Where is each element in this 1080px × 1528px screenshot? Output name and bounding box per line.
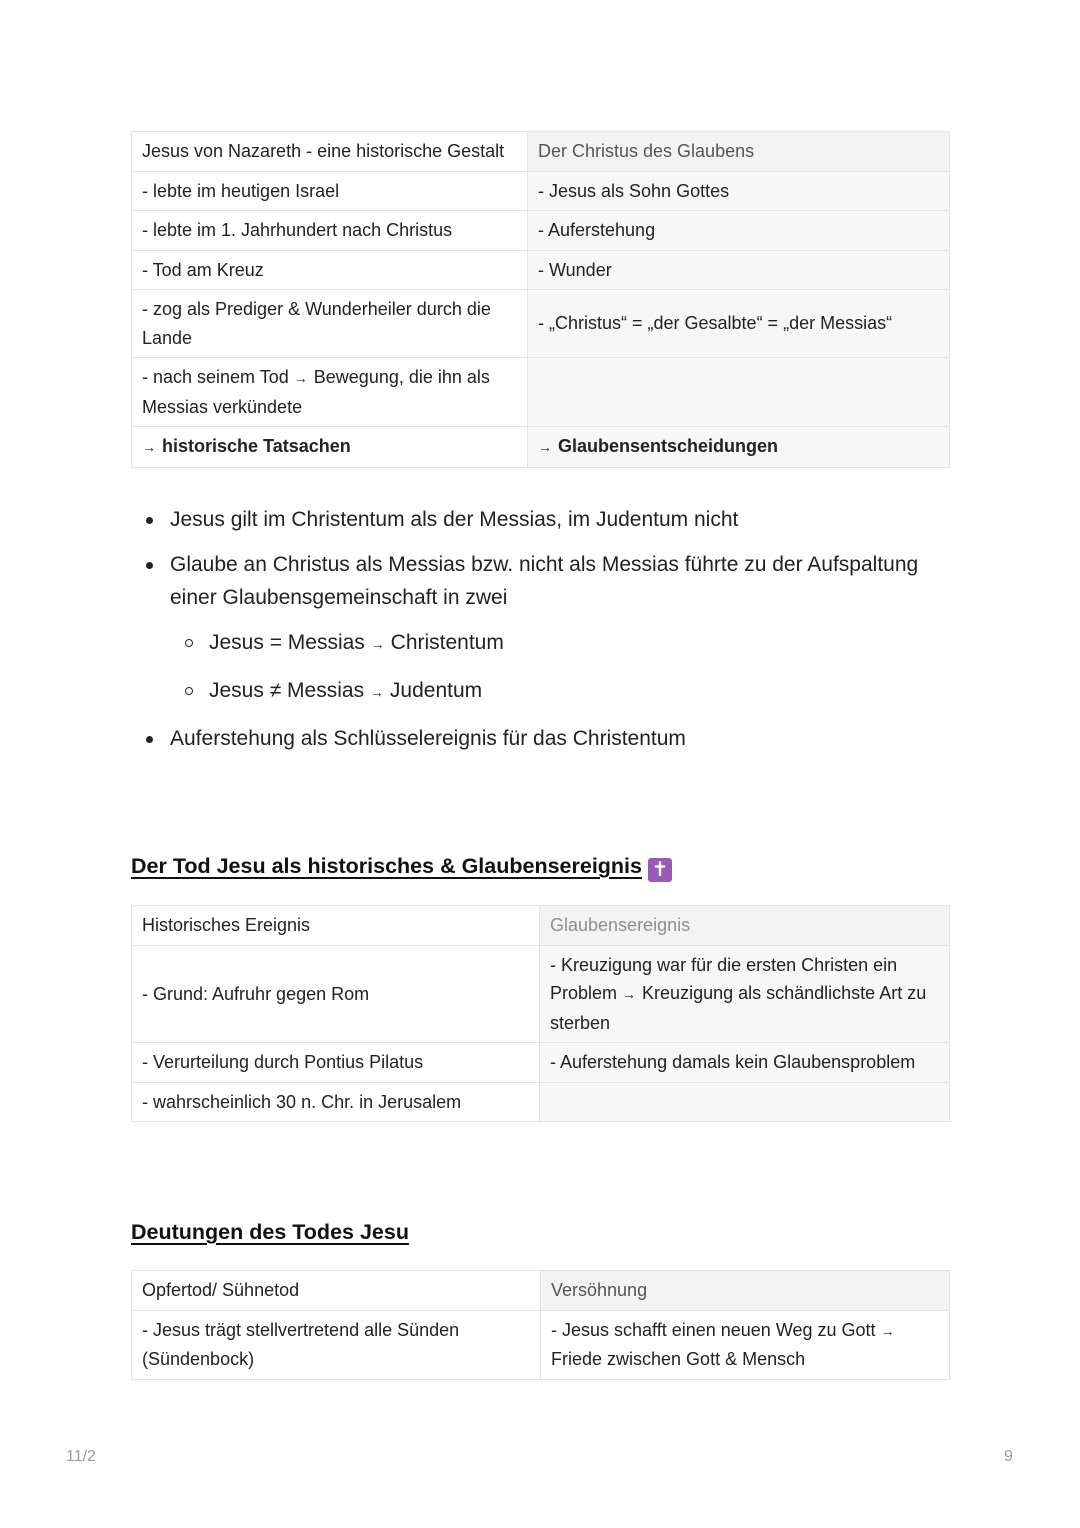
arrow-icon: →: [369, 684, 384, 700]
cell-text: Friede zwischen Gott & Mensch: [551, 1349, 806, 1369]
table-cell: - lebte im heutigen Israel: [132, 171, 528, 211]
faith-decisions-cell: [528, 427, 950, 468]
table-row: [132, 1310, 950, 1379]
bullet-list: [170, 503, 960, 767]
latin-cross-icon: ✝: [648, 858, 672, 882]
page-number: 9: [1004, 1448, 1013, 1465]
table-cell: [540, 945, 950, 1043]
table-row: [132, 1043, 950, 1083]
heading-text: Der Tod Jesu als historisches & Glaubensereignis: [131, 854, 642, 878]
table-cell: - wahrscheinlich 30 n. Chr. in Jerusalem: [132, 1082, 540, 1122]
historical-facts-cell: [132, 427, 528, 468]
arrow-icon: →: [370, 636, 385, 652]
table-cell-empty: [528, 358, 950, 427]
header-historical-event: Historisches Ereignis: [132, 906, 540, 946]
table-cell: - Jesus trägt stellvertretend alle Sünden (Sündenbock): [132, 1310, 541, 1379]
table-row: [132, 290, 950, 358]
sub-list-item: [209, 626, 960, 661]
table-cell: - Wunder: [528, 250, 950, 290]
heading-text: Deutungen des Todes Jesu: [131, 1220, 409, 1244]
cell-text: Kreuzigung als schändlichste Art zu sterben: [550, 983, 927, 1033]
table-row: [132, 1082, 950, 1122]
arrow-icon: →: [880, 1322, 895, 1339]
sub-list-item: [209, 674, 960, 709]
table-row: [132, 250, 950, 290]
table-cell: - lebte im 1. Jahrhundert nach Christus: [132, 211, 528, 251]
table-cell: - Auferstehung damals kein Glaubensproblem: [540, 1043, 950, 1083]
header-historical-jesus: Jesus von Nazareth - eine historische Gestalt: [132, 132, 528, 172]
table-cell: - Verurteilung durch Pontius Pilatus: [132, 1043, 540, 1083]
table-header-row: [132, 132, 950, 172]
arrow-icon: →: [293, 370, 308, 386]
table-cell: [541, 1310, 950, 1379]
table-row: [132, 211, 950, 251]
header-reconciliation: Versöhnung: [541, 1271, 950, 1311]
table-header-row: [132, 906, 950, 946]
table-row: [132, 171, 950, 211]
table-cell: - zog als Prediger & Wunderheiler durch die Lande: [132, 290, 528, 358]
table-cell: - „Christus“ = „der Gesalbte“ = „der Messias“: [528, 290, 950, 358]
table-summary-row: [132, 427, 950, 468]
table-row: [132, 358, 950, 427]
sub-item-right: Judentum: [389, 679, 483, 702]
footer-course-label: 11/2: [66, 1448, 96, 1465]
sub-list: [170, 626, 960, 709]
header-christ-of-faith: Der Christus des Glaubens: [528, 132, 950, 172]
table-cell: - Grund: Aufruhr gegen Rom: [132, 945, 540, 1043]
sub-item-left: Jesus = Messias: [209, 631, 365, 654]
table-header-row: [132, 1271, 950, 1311]
list-item: Jesus gilt im Christentum als der Messias, im Judentum nicht: [170, 503, 960, 536]
summary-label: Glaubensentscheidungen: [558, 436, 779, 456]
section-heading-death-of-jesus: [131, 854, 672, 882]
list-item: Auferstehung als Schlüsselereignis für das Christentum: [170, 722, 960, 755]
table-row: [132, 945, 950, 1043]
cell-text: - Kreuzigung war für die ersten Christen ein Problem: [550, 954, 898, 1003]
list-item-text: Glaube an Christus als Messias bzw. nicht als Messias führte zu der Aufspaltung einer Glaubensgemeinschaft in zwei: [170, 553, 919, 609]
arrow-icon: →: [622, 986, 637, 1002]
cell-text: - Jesus schafft einen neuen Weg zu Gott: [551, 1319, 876, 1340]
arrow-icon: →: [142, 439, 156, 455]
section-heading-interpretations: [131, 1220, 409, 1245]
table-cell: - Tod am Kreuz: [132, 250, 528, 290]
sub-item-left: Jesus ≠ Messias: [209, 679, 365, 702]
death-event-table: [131, 905, 950, 1122]
cell-text: - nach seinem Tod: [142, 367, 289, 387]
header-faith-event: Glaubensereignis: [540, 906, 950, 946]
table-cell: - Auferstehung: [528, 211, 950, 251]
table-cell: [132, 358, 528, 427]
table-cell: - Jesus als Sohn Gottes: [528, 171, 950, 211]
header-sacrificial-death: Opfertod/ Sühnetod: [132, 1271, 541, 1311]
cell-text: Bewegung, die ihn als Messias verkündete: [142, 367, 490, 417]
sub-item-right: Christentum: [390, 631, 504, 654]
interpretations-table: [131, 1270, 950, 1380]
summary-label: historische Tatsachen: [162, 436, 351, 456]
historical-vs-faith-table: [131, 131, 950, 468]
arrow-icon: →: [538, 439, 552, 455]
list-item: [170, 548, 960, 709]
table-cell-empty: [540, 1082, 950, 1122]
